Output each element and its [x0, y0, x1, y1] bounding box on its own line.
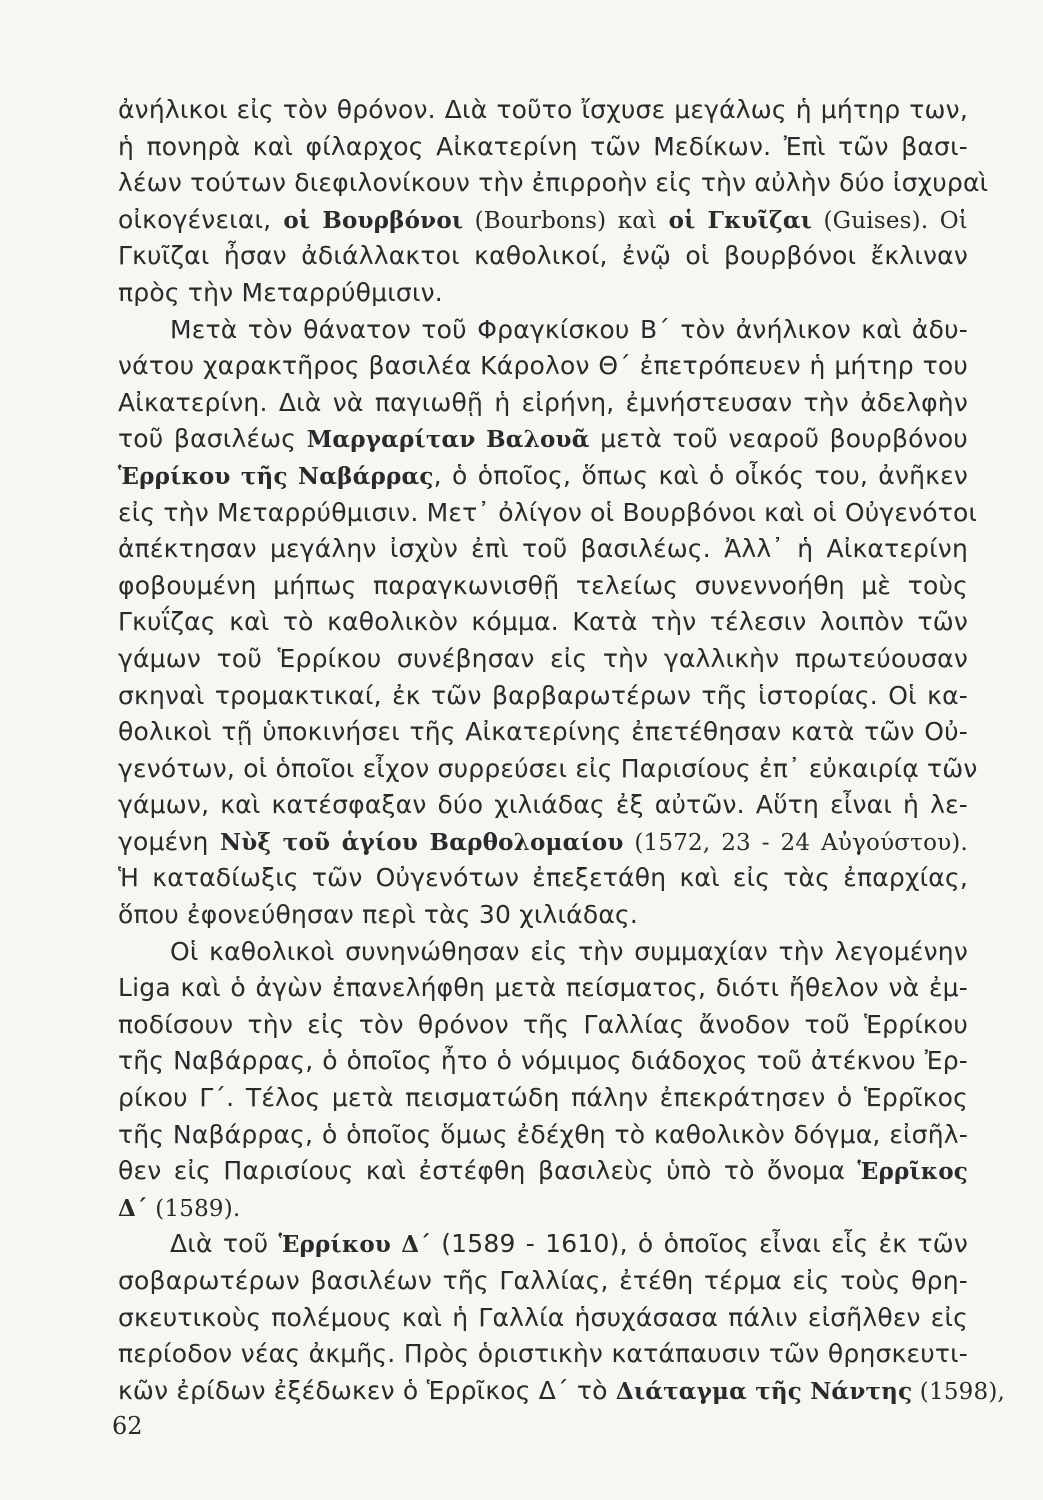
text-line: λέων τούτων διεφιλονίκουν τὴν ἐπιρροὴν εἰς τὴν αὐλὴν δύο ἰσχυραὶ: [118, 168, 989, 198]
text-line: ὅπου ἐφονεύθησαν περὶ τὰς 30 χιλιάδας.: [118, 900, 639, 930]
page-number: 62: [112, 1412, 143, 1440]
text-line: Ἑρρίκου τῆς Ναβάρρας, ὁ ὁποῖος, ὅπως καὶ ὁ οἶκός του, ἀνῆκεν: [118, 460, 968, 490]
text-line: θολικοὶ τῇ ὑποκινήσει τῆς Αἰκατερίνης ἐπετέθησαν κατὰ τῶν Οὐ-: [118, 717, 968, 747]
text-line: γάμων, καὶ κατέσφαξαν δύο χιλιάδας ἐξ αὐτῶν. Αὕτη εἶναι ἡ λε-: [118, 790, 968, 820]
bold-term: Δ΄: [118, 1194, 148, 1222]
text-line: σοβαρωτέρων βασιλέων τῆς Γαλλίας, ἐτέθη τέρμα εἰς τοὺς θρη-: [118, 1266, 968, 1295]
bold-term: οἱ Γκυῖζαι: [668, 206, 813, 234]
text-line: ἀνήλικοι εἰς τὸν θρόνον. Διὰ τοῦτο ἴσχυσε μεγάλως ἡ μήτηρ των,: [118, 95, 968, 124]
text-line: Δ΄ (1589).: [118, 1194, 241, 1222]
bold-term: Νὺξ τοῦ ἁγίου Βαρθολομαίου: [220, 828, 624, 856]
text-line: γενότων, οἱ ὁποῖοι εἶχον συρρεύσει εἰς Παρισίους ἐπ᾽ εὐκαιρίᾳ τῶν: [118, 753, 978, 783]
text-line: τῆς Ναβάρρας, ὁ ὁποῖος ἦτο ὁ νόμιμος διάδοχος τοῦ ἀτέκνου Ἐρ-: [118, 1046, 968, 1076]
text-line: περίοδον νέας ἀκμῆς. Πρὸς ὁριστικὴν κατάπαυσιν τῶν θρησκευτι-: [118, 1339, 968, 1369]
text-line: ἀπέκτησαν μεγάλην ἰσχὺν ἐπὶ τοῦ βασιλέως. Ἀλλ᾽ ἡ Αἰκατερίνη: [118, 534, 968, 564]
text-line: ρίκου Γ΄. Τέλος μετὰ πεισματώδη πάλην ἐπεκράτησεν ὁ Ἑρρῖκος: [118, 1083, 968, 1113]
bold-term: Μαργαρίταν Βαλουᾶ: [306, 426, 590, 454]
text-line: ἡ πονηρὰ καὶ φίλαρχος Αἰκατερίνη τῶν Μεδίκων. Ἐπὶ τῶν βασι-: [118, 131, 968, 161]
text-line: ποδίσουν τὴν εἰς τὸν θρόνον τῆς Γαλλίας ἄνοδον τοῦ Ἑρρίκου: [118, 1009, 968, 1039]
bold-term: Ἑρρῖκος: [857, 1158, 968, 1186]
text-line: σκηναὶ τρομακτικαί, ἐκ τῶν βαρβαρωτέρων τῆς ἱστορίας. Οἱ κα-: [118, 680, 968, 710]
text-line: θεν εἰς Παρισίους καὶ ἐστέφθη βασιλεὺς ὑπὸ τὸ ὄνομα Ἑρρῖκος: [118, 1156, 968, 1186]
text-line: Ἡ καταδίωξις τῶν Οὐγενότων ἐπεξετάθη καὶ εἰς τὰς ἐπαρχίας,: [118, 863, 968, 893]
text-line: πρὸς τὴν Μεταρρύθμισιν.: [118, 277, 443, 307]
text-line: Γκυῖζαι ἦσαν ἀδιάλλακτοι καθολικοί, ἐνῷ οἱ βουρβόνοι ἔκλιναν: [118, 241, 968, 271]
text-line: φοβουμένη μήπως παραγκωνισθῇ τελείως συνεννοήθη μὲ τοὺς: [118, 570, 968, 600]
text-line: γομένη Νὺξ τοῦ ἁγίου Βαρθολομαίου (1572, 23 - 24 Αὐγούστου).: [118, 826, 968, 856]
text-line: Liga καὶ ὁ ἀγὼν ἐπανελήφθη μετὰ πείσματος, διότι ἤθελον νὰ ἐμ-: [118, 973, 968, 1003]
text-line: Αἰκατερίνη. Διὰ νὰ παγιωθῇ ἡ εἰρήνη, ἐμνήστευσαν τὴν ἀδελφὴν: [118, 387, 968, 417]
paragraph-start-line: Οἱ καθολικοὶ συνηνώθησαν εἰς τὴν συμμαχίαν τὴν λεγομένην: [170, 936, 968, 966]
text-line: κῶν ἐρίδων ἐξέδωκεν ὁ Ἑρρῖκος Δ΄ τὸ Διάταγμα τῆς Νάντης (1598),: [118, 1375, 1005, 1405]
bold-term: οἱ Βουρβόνοι: [283, 206, 464, 234]
text-line: νάτου χαρακτῆρος βασιλέα Κάρολον Θ΄ ἐπετρόπευεν ἡ μήτηρ του: [118, 351, 968, 381]
text-line: τοῦ βασιλέως Μαργαρίταν Βαλουᾶ μετὰ τοῦ νεαροῦ βουρβόνου: [118, 424, 968, 454]
text-line: γάμων τοῦ Ἑρρίκου συνέβησαν εἰς τὴν γαλλικὴν πρωτεύουσαν: [118, 643, 968, 673]
bold-term: Ἑρρίκου τῆς Ναβάρρας: [118, 462, 434, 490]
text-line: εἰς τὴν Μεταρρύθμισιν. Μετ᾽ ὀλίγον οἱ Βουρβόνοι καὶ οἱ Οὐγενότοι: [118, 497, 978, 527]
bold-term: Διάταγμα τῆς Νάντης: [615, 1377, 913, 1405]
text-line: τῆς Ναβάρρας, ὁ ὁποῖος ὅμως ἐδέχθη τὸ καθολικὸν δόγμα, εἰσῆλ-: [118, 1119, 968, 1149]
body-text: [118, 92, 1005, 1409]
text-line: Γκυΐζας καὶ τὸ καθολικὸν κόμμα. Κατὰ τὴν τέλεσιν λοιπὸν τῶν: [118, 607, 968, 637]
text-line: οἰκογένειαι, οἱ Βουρβόνοι (Bourbons) καὶ οἱ Γκυῖζαι (Guises). Οἱ: [118, 204, 968, 234]
paragraph-start-line: Διὰ τοῦ Ἑρρίκου Δ΄ (1589 - 1610), ὁ ὁποῖος εἶναι εἷς ἐκ τῶν: [170, 1229, 968, 1259]
bold-term: Ἑρρίκου Δ΄: [278, 1231, 432, 1259]
paragraph-start-line: Μετὰ τὸν θάνατον τοῦ Φραγκίσκου Β΄ τὸν ἀνήλικον καὶ ἀδυ-: [170, 314, 968, 344]
text-line: σκευτικοὺς πολέμους καὶ ἡ Γαλλία ἡσυχάσασα πάλιν εἰσῆλθεν εἰς: [118, 1302, 968, 1332]
